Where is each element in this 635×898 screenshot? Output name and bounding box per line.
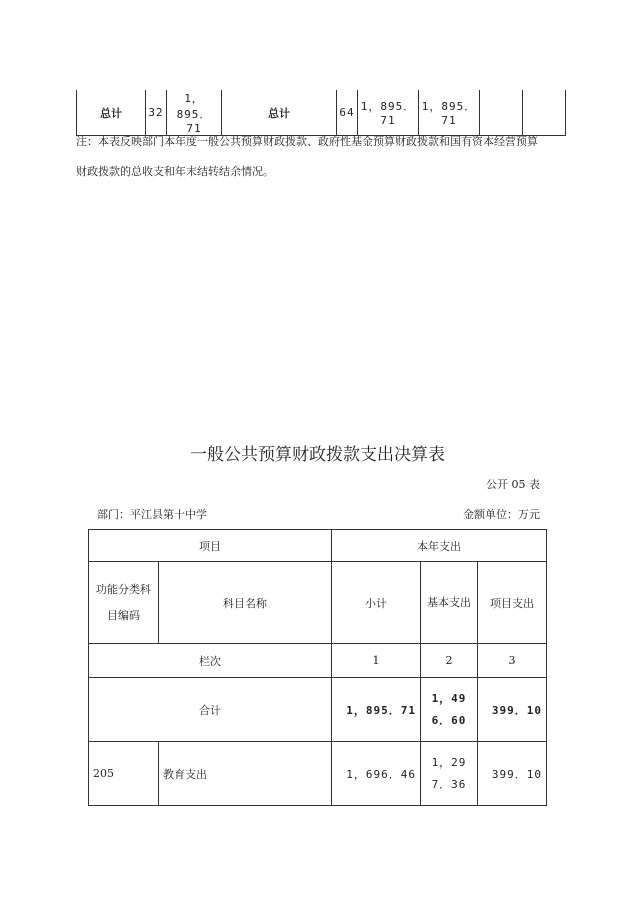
col-basic: 基本支出 [421, 562, 478, 644]
total-label-right: 总计 [222, 90, 337, 136]
total-row [89, 678, 547, 742]
row-number-left: 32 [146, 90, 167, 136]
amount-left: 1，895．71 [167, 90, 222, 136]
row-basic: 1，297．36 [421, 742, 478, 806]
col-func-code: 功能分类科目编码 [89, 562, 159, 644]
table-row [89, 742, 547, 806]
header-row-1 [89, 530, 547, 562]
note-line-2: 财政拨款的总收支和年末结转结余情况。 [76, 165, 274, 178]
row-subtotal: 1，696．46 [332, 742, 421, 806]
header-row-2 [89, 562, 547, 644]
index-label: 栏次 [89, 644, 332, 678]
total-label-left: 总计 [77, 90, 146, 136]
amount-right-1: 1，895．71 [358, 90, 419, 136]
col-subject-name: 科目名称 [159, 562, 332, 644]
index-2: 2 [421, 644, 478, 678]
index-1: 1 [332, 644, 421, 678]
total-basic: 1，496．60 [421, 678, 478, 742]
index-row [89, 644, 547, 678]
note-line-1: 注：本表反映部门本年度一般公共预算财政拨款、政府性基金预算财政拨款和国有资本经营预算 [76, 135, 538, 148]
row-code: 205 [89, 742, 159, 806]
row-project: 399．10 [478, 742, 547, 806]
total-project: 399．10 [478, 678, 547, 742]
report-title: 一般公共预算财政拨款支出决算表 [190, 445, 445, 465]
report-code: 公开 05 表 [486, 478, 540, 491]
total-label: 合计 [89, 678, 332, 742]
header-current-year: 本年支出 [332, 530, 547, 562]
row-name: 教育支出 [159, 742, 332, 806]
row-number-right: 64 [337, 90, 358, 136]
index-3: 3 [478, 644, 547, 678]
department-label: 部门：平江县第十中学 [97, 508, 207, 521]
col-project: 项目支出 [478, 562, 547, 644]
amount-right-2: 1，895．71 [419, 90, 480, 136]
header-item: 项目 [89, 530, 332, 562]
col-subtotal: 小计 [332, 562, 421, 644]
expenditure-table [88, 529, 547, 806]
unit-label: 金额单位：万元 [463, 508, 540, 521]
total-subtotal: 1，895．71 [332, 678, 421, 742]
